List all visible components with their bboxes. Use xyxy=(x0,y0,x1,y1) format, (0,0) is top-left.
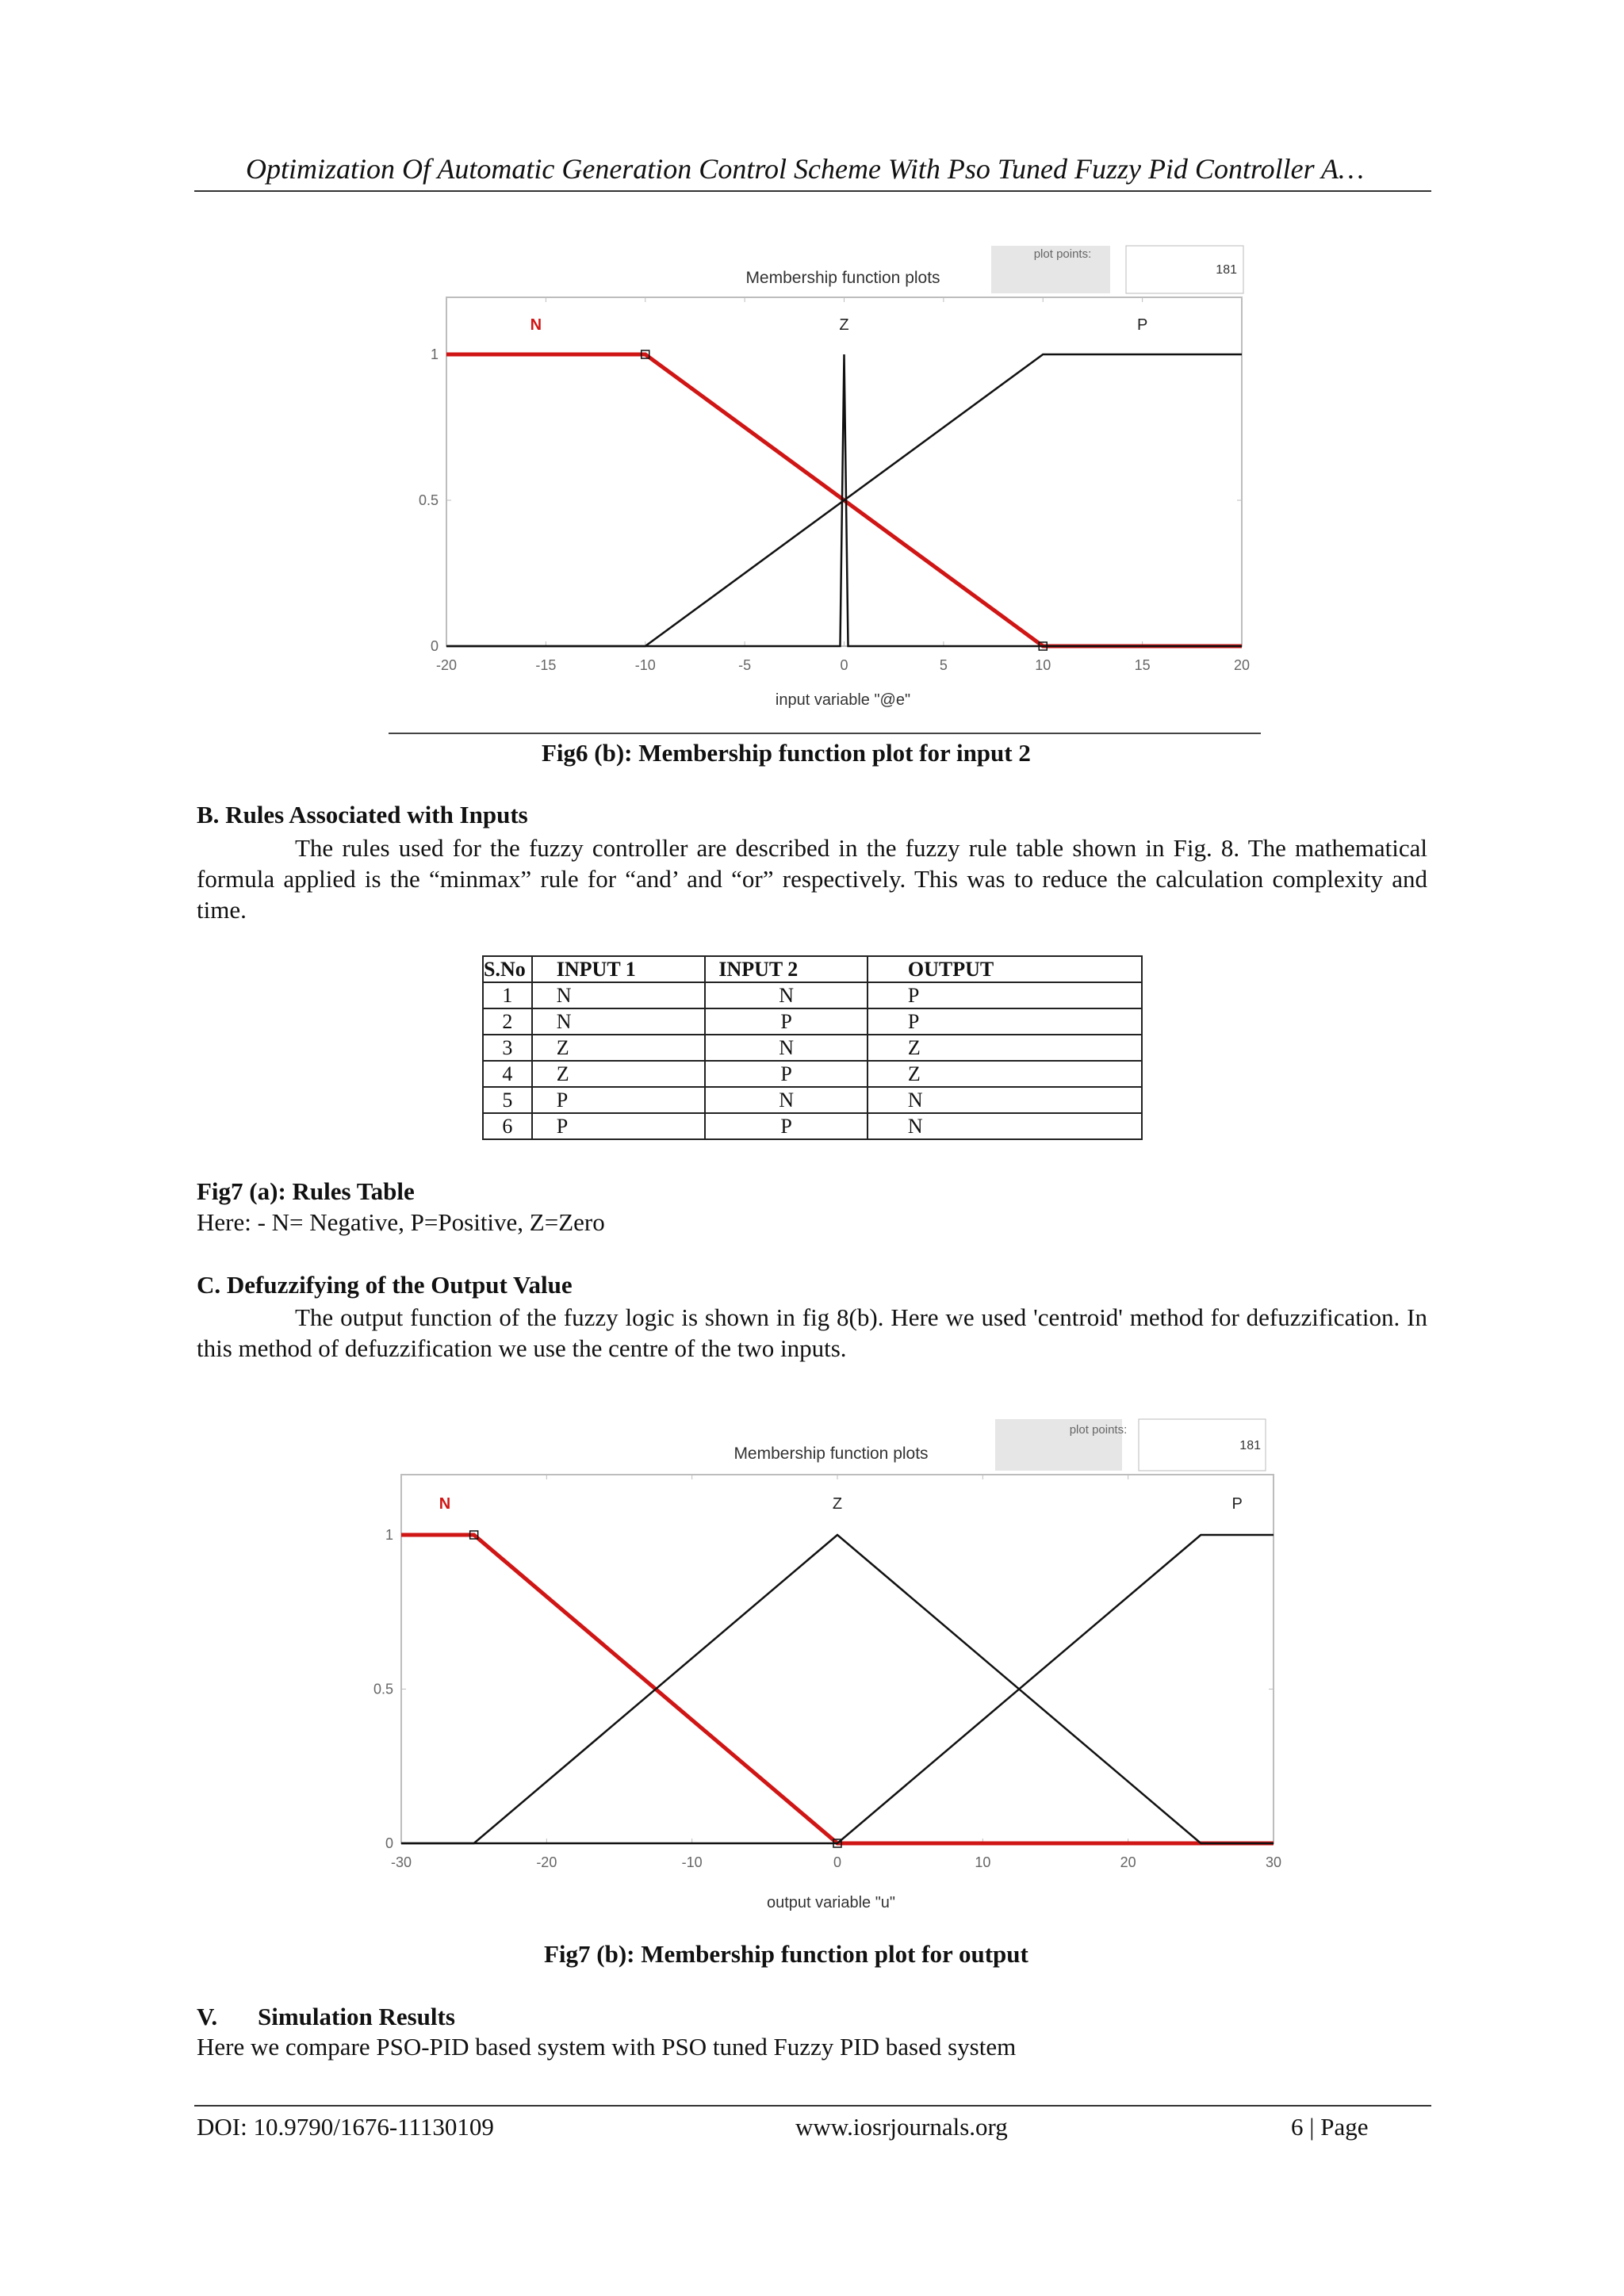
plot-points-value: 181 xyxy=(1216,263,1237,277)
x-tick-label: 10 xyxy=(975,1854,991,1870)
x-tick-label: 20 xyxy=(1233,657,1251,673)
membership-plot-input-2 xyxy=(389,234,1269,725)
plot-frame xyxy=(446,297,1242,646)
col-header-input-2: INPUT 2 xyxy=(705,956,868,982)
mf-label-P: P xyxy=(1231,1495,1243,1513)
x-tick-label: -20 xyxy=(435,657,458,673)
plot-points-label: plot points: xyxy=(1069,1423,1128,1437)
x-tick-label: -10 xyxy=(634,657,656,673)
x-tick-label: 0 xyxy=(833,1854,842,1870)
x-tick-label: -30 xyxy=(390,1854,412,1870)
table-row xyxy=(483,1035,1142,1061)
mf-label-N: N xyxy=(439,1495,451,1513)
y-tick-label: 1 xyxy=(385,1527,393,1543)
panel-title: Membership function plots xyxy=(733,1445,929,1463)
cell-sno: 2 xyxy=(483,1008,532,1035)
cell-input-2: N xyxy=(705,1087,868,1113)
y-tick-label: 0 xyxy=(385,1835,393,1851)
cell-input-1: P xyxy=(532,1087,706,1113)
cell-input-2: P xyxy=(705,1008,868,1035)
cell-input-2: P xyxy=(705,1061,868,1087)
cell-sno: 1 xyxy=(483,982,532,1008)
cell-output: N xyxy=(868,1113,1142,1139)
cell-input-1: N xyxy=(532,1008,706,1035)
col-header-sno: S.No xyxy=(483,956,532,982)
cell-input-1: Z xyxy=(532,1061,706,1087)
section-v-number: V. xyxy=(197,2003,218,2030)
table-row xyxy=(483,1087,1142,1113)
footer-divider xyxy=(194,2105,1431,2107)
y-tick-label: 0.5 xyxy=(418,492,439,508)
cell-sno: 3 xyxy=(483,1035,532,1061)
cell-output: N xyxy=(868,1087,1142,1113)
plot-points-value: 181 xyxy=(1239,1439,1261,1452)
mf-label-Z: Z xyxy=(832,1495,843,1513)
membership-plot-output xyxy=(349,1411,1285,1919)
x-axis-label: output variable "u" xyxy=(766,1894,896,1911)
section-c-paragraph: The output function of the fuzzy logic is shown in fig 8(b). Here we used 'centroid' method for defuzzification. In this method of defuzzification we use the centre of the two inputs. xyxy=(197,1303,1427,1362)
y-tick-label: 0.5 xyxy=(373,1681,393,1697)
table-row xyxy=(483,1061,1142,1087)
mf-label-Z: Z xyxy=(839,316,849,334)
figure-rule xyxy=(389,733,1261,734)
x-tick-label: 30 xyxy=(1265,1854,1282,1870)
x-tick-label: -10 xyxy=(681,1854,703,1870)
section-v-heading: Simulation Results xyxy=(258,2003,455,2030)
figure-caption-6b: Fig6 (b): Membership function plot for input 2 xyxy=(542,739,1031,767)
cell-input-1: P xyxy=(532,1113,706,1139)
section-c-heading: C. Defuzzifying of the Output Value xyxy=(197,1271,573,1299)
rules-table-header-row xyxy=(483,956,1142,982)
table-row xyxy=(483,982,1142,1008)
footer-doi: DOI: 10.9790/1676-11130109 xyxy=(197,2113,494,2141)
cell-output: P xyxy=(868,982,1142,1008)
x-tick-label: -15 xyxy=(535,657,557,673)
cell-output: P xyxy=(868,1008,1142,1035)
cell-sno: 4 xyxy=(483,1061,532,1087)
section-v-paragraph: Here we compare PSO-PID based system with PSO tuned Fuzzy PID based system xyxy=(197,2033,1017,2061)
cell-input-2: N xyxy=(705,982,868,1008)
header-divider xyxy=(194,190,1431,192)
cell-input-1: N xyxy=(532,982,706,1008)
running-header: Optimization Of Automatic Generation Control Scheme With Pso Tuned Fuzzy Pid Controller A… xyxy=(246,153,1364,185)
mf-label-N: N xyxy=(530,316,542,334)
footer-site-link[interactable]: www.iosrjournals.org xyxy=(795,2113,1008,2141)
table-row xyxy=(483,1008,1142,1035)
x-tick-label: -20 xyxy=(536,1854,557,1870)
figure-caption-7b: Fig7 (b): Membership function plot for output xyxy=(544,1940,1028,1968)
rules-legend: Here: - N= Negative, P=Positive, Z=Zero xyxy=(197,1208,605,1236)
cell-output: Z xyxy=(868,1035,1142,1061)
footer-page-number: 6 | Page xyxy=(1291,2113,1369,2141)
plot-frame xyxy=(401,1475,1274,1843)
cell-output: Z xyxy=(868,1061,1142,1087)
col-header-output: OUTPUT xyxy=(868,956,1142,982)
mf-label-P: P xyxy=(1136,316,1148,334)
y-tick-label: 0 xyxy=(430,638,439,654)
rules-table xyxy=(482,955,1143,1140)
cell-sno: 6 xyxy=(483,1113,532,1139)
cell-sno: 5 xyxy=(483,1087,532,1113)
figure-caption-7a: Fig7 (a): Rules Table xyxy=(197,1177,415,1205)
x-tick-label: 0 xyxy=(840,657,848,673)
x-tick-label: 10 xyxy=(1035,657,1051,673)
y-tick-label: 1 xyxy=(430,346,439,362)
x-axis-label: input variable "@e" xyxy=(775,691,911,709)
panel-title: Membership function plots xyxy=(745,269,940,287)
plot-points-label: plot points: xyxy=(1033,247,1092,261)
cell-input-2: N xyxy=(705,1035,868,1061)
section-b-heading: B. Rules Associated with Inputs xyxy=(197,801,528,828)
x-tick-label: -5 xyxy=(738,657,752,673)
cell-input-1: Z xyxy=(532,1035,706,1061)
section-b-paragraph: The rules used for the fuzzy controller are described in the fuzzy rule table shown in Fig. 8. The mathematical formula applied is the “minmax” rule for “and’ and “or” respectively. This was to reduce the calculation complexity and time. xyxy=(197,834,1427,924)
x-tick-label: 20 xyxy=(1120,1854,1136,1870)
table-row xyxy=(483,1113,1142,1139)
col-header-input-1: INPUT 1 xyxy=(532,956,706,982)
cell-input-2: P xyxy=(705,1113,868,1139)
x-tick-label: 15 xyxy=(1134,657,1151,673)
x-tick-label: 5 xyxy=(939,657,948,673)
